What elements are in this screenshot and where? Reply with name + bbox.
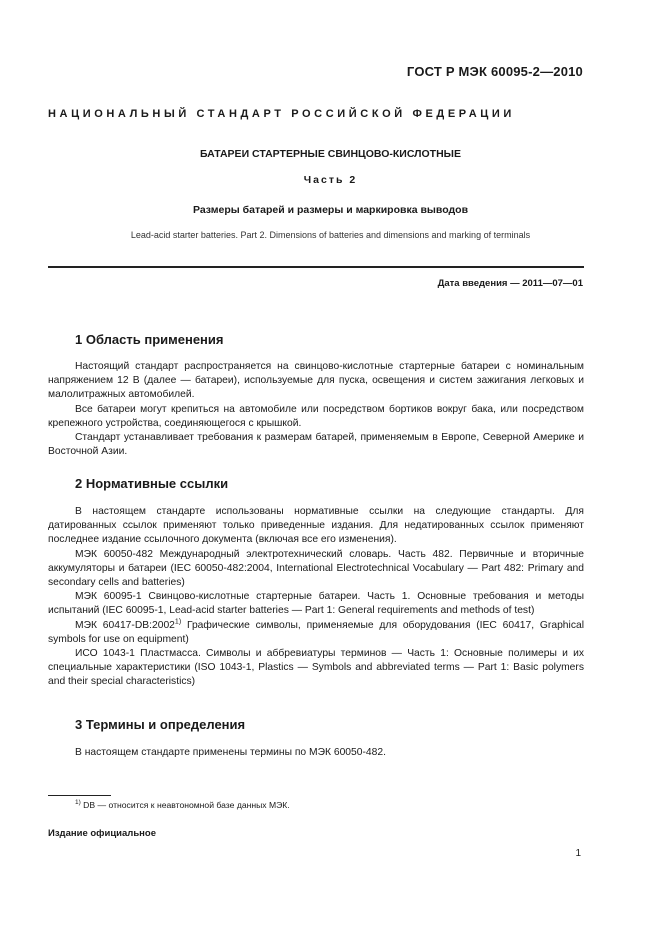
page-number: 1 bbox=[575, 848, 581, 859]
footnote bbox=[75, 800, 290, 810]
paragraph: Настоящий стандарт распространяется на свинцово-кислотные стартерные батареи с номинальным напряжением 12 В (далее — батареи), используемые для пуска, освещения и систем зажигания легковых и малолитражных автомобилей. bbox=[48, 361, 584, 401]
footnote-ref: 1) bbox=[174, 618, 182, 626]
introduction-date: Дата введения — 2011—07—01 bbox=[437, 278, 583, 289]
reference-text: Графические символы, применяемые для оборудования (IEC 60417, Graphical symbols for use on equipment) bbox=[48, 619, 584, 645]
section-1-body bbox=[48, 360, 584, 459]
footnote-text: DB — относится к неавтономной базе данных МЭК. bbox=[80, 800, 290, 810]
section-2-body bbox=[48, 505, 584, 690]
reference-iec-60095: МЭК 60095-1 Свинцово-кислотные стартерные батареи. Часть 1. Основные требования и методы испытаний (IEC 60095-1, Lead-acid starter batteries — Part 1: General requirements and methods of test) bbox=[48, 591, 584, 617]
paragraph: В настоящем стандарте применены термины по МЭК 60050-482. bbox=[75, 747, 386, 758]
paragraph: В настоящем стандарте использованы нормативные ссылки на следующие стандарты. Для датированных ссылок применяют только приведенные издания. Для недатированных ссылок применяют последнее издание ссылочного документа (включая все его изменения). bbox=[48, 506, 584, 546]
document-title: БАТАРЕИ СТАРТЕРНЫЕ СВИНЦОВО-КИСЛОТНЫЕ bbox=[200, 148, 461, 160]
paragraph: Стандарт устанавливает требования к размерам батарей, применяемым в Европе, Северной Америке и Восточной Азии. bbox=[48, 432, 584, 458]
document-code: ГОСТ Р МЭК 60095-2—2010 bbox=[406, 64, 583, 79]
section-2-heading: 2 Нормативные ссылки bbox=[75, 476, 229, 491]
national-standard-banner: НАЦИОНАЛЬНЫЙ СТАНДАРТ РОССИЙСКОЙ ФЕДЕРАЦИИ bbox=[48, 108, 515, 120]
section-3-heading: 3 Термины и определения bbox=[75, 717, 246, 732]
reference-code: МЭК 60417-DB:2002 bbox=[75, 619, 175, 631]
english-title: Lead-acid starter batteries. Part 2. Dimensions of batteries and dimensions and marking of terminals bbox=[130, 230, 531, 240]
document-part: Часть 2 bbox=[303, 174, 358, 186]
header-divider bbox=[48, 266, 584, 268]
reference-iec-60417 bbox=[48, 619, 584, 647]
document-subtitle: Размеры батарей и размеры и маркировка выводов bbox=[192, 204, 469, 216]
reference-iso-1043: ИСО 1043-1 Пластмасса. Символы и аббревиатуры терминов — Часть 1: Основные полимеры и их специальные характеристики (ISO 1043-1, Plastics — Symbols and abbreviated terms — Part 1: Basic polymers and their special characteristics) bbox=[48, 648, 584, 688]
reference-iec-60050: МЭК 60050-482 Международный электротехнический словарь. Часть 482. Первичные и вторичные аккумуляторы и батареи (IEC 60050-482:2004, International Electrotechnical Vocabulary — Part 482: Primary and secondary cells and batteries) bbox=[48, 548, 584, 589]
footnote-divider bbox=[48, 795, 111, 796]
section-3-body bbox=[48, 746, 584, 760]
paragraph: Все батареи могут крепиться на автомобиле или посредством бортиков вокруг бака, или посредством крепежного устройства, соединяющегося с крышкой. bbox=[48, 403, 584, 429]
edition-label: Издание официальное bbox=[48, 828, 156, 839]
section-1-heading: 1 Область применения bbox=[75, 332, 224, 347]
footnote-mark: 1) bbox=[75, 799, 81, 807]
